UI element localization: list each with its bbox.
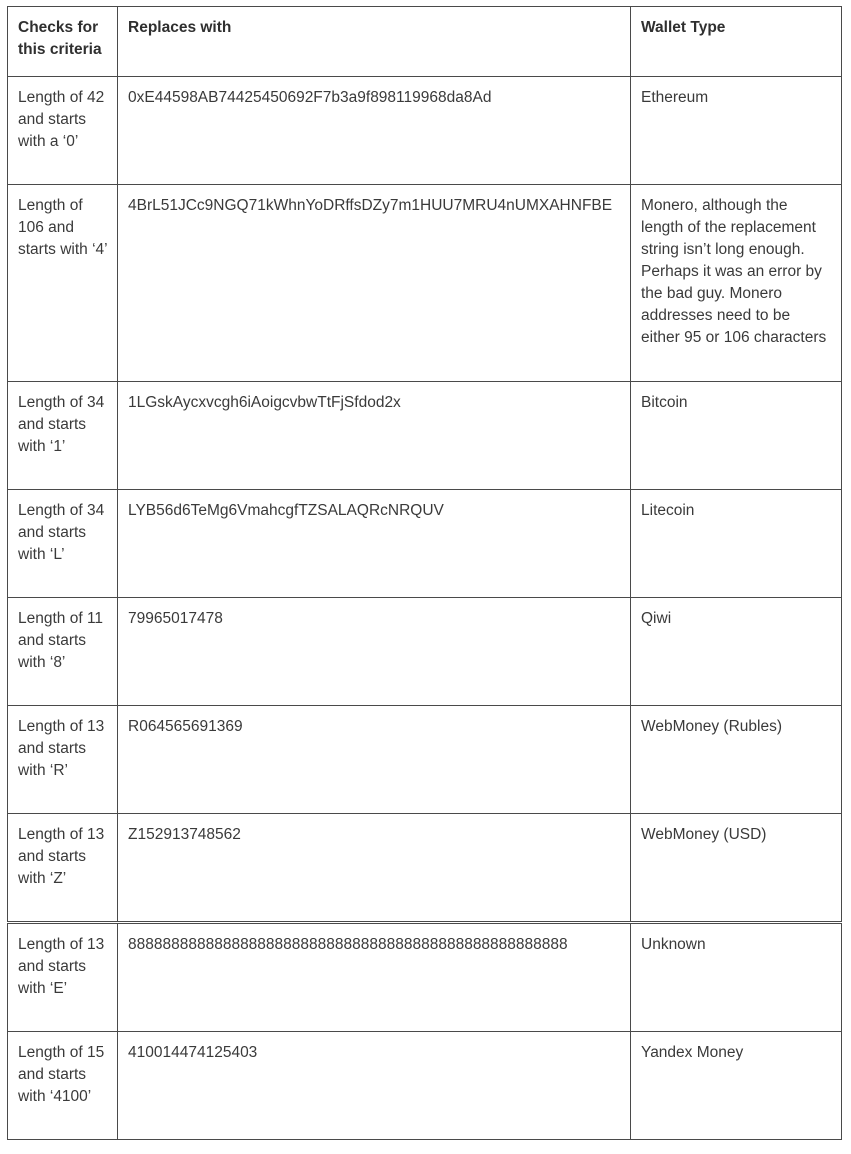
replacement-address-cell: R064565691369 (118, 706, 631, 814)
table-row (8, 185, 842, 382)
header-criteria: Checks for this criteria (8, 7, 118, 77)
replacement-address-cell: 888888888888888888888888888888888888888888888888888 (118, 923, 631, 1032)
replacement-address-cell: 79965017478 (118, 598, 631, 706)
wallet-type-cell: WebMoney (Rubles) (631, 706, 842, 814)
table-row (8, 923, 842, 1032)
replacement-address-cell: LYB56d6TeMg6VmahcgfTZSALAQRcNRQUV (118, 490, 631, 598)
criteria-cell: Length of 13 and starts with ‘Z’ (8, 814, 118, 923)
table-row (8, 814, 842, 923)
criteria-cell: Length of 13 and starts with ‘R’ (8, 706, 118, 814)
wallet-type-cell: Bitcoin (631, 382, 842, 490)
table-row (8, 77, 842, 185)
table-row (8, 490, 842, 598)
criteria-cell: Length of 13 and starts with ‘E’ (8, 923, 118, 1032)
header-row (8, 7, 842, 77)
table-container (7, 6, 841, 1140)
table-row (8, 382, 842, 490)
criteria-cell: Length of 34 and starts with ‘1’ (8, 382, 118, 490)
wallet-type-cell: Yandex Money (631, 1032, 842, 1140)
replacement-address-cell: Z152913748562 (118, 814, 631, 923)
table-row (8, 598, 842, 706)
wallet-type-cell: Litecoin (631, 490, 842, 598)
criteria-cell: Length of 34 and starts with ‘L’ (8, 490, 118, 598)
wallet-type-cell: Qiwi (631, 598, 842, 706)
wallet-type-cell: Ethereum (631, 77, 842, 185)
header-wallet-type: Wallet Type (631, 7, 842, 77)
replacement-address-cell: 0xE44598AB74425450692F7b3a9f898119968da8Ad (118, 77, 631, 185)
wallet-type-cell: WebMoney (USD) (631, 814, 842, 923)
replacement-address-cell: 410014474125403 (118, 1032, 631, 1140)
criteria-cell: Length of 11 and starts with ‘8’ (8, 598, 118, 706)
wallet-replacement-table (7, 6, 842, 1140)
criteria-cell: Length of 106 and starts with ‘4’ (8, 185, 118, 382)
table-row (8, 706, 842, 814)
replacement-address-cell: 4BrL51JCc9NGQ71kWhnYoDRffsDZy7m1HUU7MRU4nUMXAHNFBE (118, 185, 631, 382)
replacement-address-cell: 1LGskAycxvcgh6iAoigcvbwTtFjSfdod2x (118, 382, 631, 490)
header-replaces: Replaces with (118, 7, 631, 77)
wallet-type-cell: Unknown (631, 923, 842, 1032)
table-row (8, 1032, 842, 1140)
criteria-cell: Length of 15 and starts with ‘4100’ (8, 1032, 118, 1140)
criteria-cell: Length of 42 and starts with a ‘0’ (8, 77, 118, 185)
wallet-type-cell: Monero, although the length of the replacement string isn’t long enough. Perhaps it was an error by the bad guy. Monero addresses need to be either 95 or 106 characters (631, 185, 842, 382)
